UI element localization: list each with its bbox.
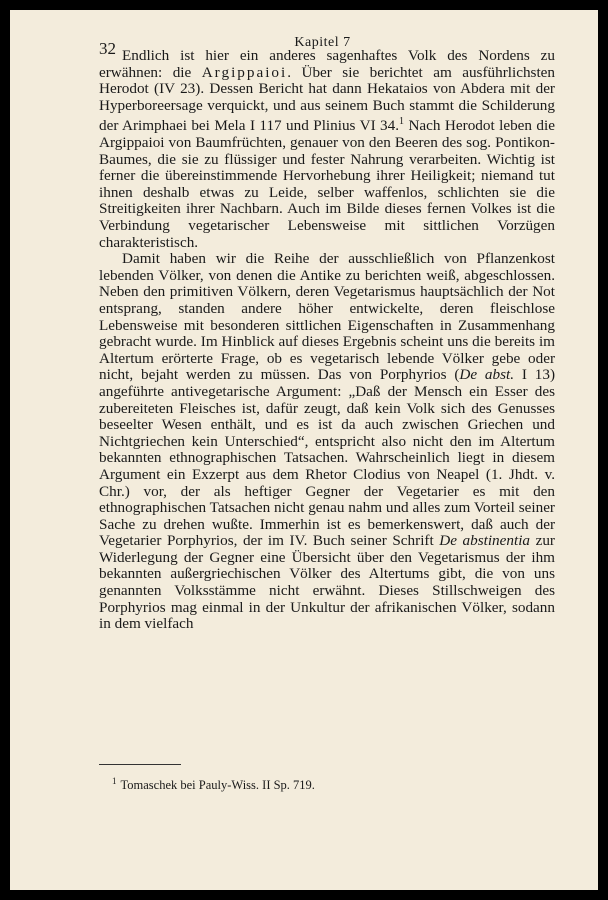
- body-text: [99, 48, 555, 633]
- footnote-mark: 1: [112, 776, 117, 786]
- italic-title: De abstinentia: [439, 532, 531, 550]
- text-run: Endlich ist hier ein anderes sagenhaftes Volk des Nordens zu erwähnen: die: [99, 47, 555, 81]
- page-number: 32: [99, 39, 116, 58]
- text-run: Nach Herodot leben die Argippaioi von Baumfrüchten, genauer von den Beeren des sog. Pontikon-Baumes, die sie zu flüssiger und fester Nahrung verarbeiten. Wichtig ist ferner die übereinstimmende Hervorhebung ihrer Heiligkeit; niemand tut ihnen deshalb etwas zu Leide, selber waffenlos, schlichten sie die Streitigkeiten ihrer Nachbarn. Auch im Bilde dieses fernen Volkes ist die Verbindung vegetarischer Lebensweise mit sittlichen Vorzügen charakteristisch.: [99, 117, 555, 251]
- footnote: [112, 776, 315, 793]
- spaced-name: Argippaioi: [201, 63, 288, 81]
- text-run: . Über sie berichtet am ausführlichsten Herodot (IV 23). Dessen Bericht hat dann Hekataios von Abdera mit der Hyperboreersage verquickt, und aus seinem Buch stammt die Schilderung der Arimphaei bei Mela I 117 und Plinius VI 34.: [99, 63, 555, 135]
- footnote-text: Tomaschek bei Pauly-Wiss. II Sp. 719.: [120, 778, 315, 793]
- paragraph: [99, 48, 555, 251]
- paragraph: [99, 251, 555, 633]
- book-page: [10, 10, 598, 890]
- text-run: I 13) angeführte antivegetarische Argument: „Daß der Mensch ein Esser des zubereiteten Fleisches ist, dafür zeugt, daß kein Volk sich des Genusses beseelter Wesen enthält, und es ist da auch zwischen Griechen und Nichtgriechen kein Unterschied“, entspricht also nicht den im Altertum bekannten ethnographischen Tatsachen. Wahrscheinlich liegt in diesem Argument ein Exzerpt aus dem Rhetor Clodius von Neapel (1. Jhdt. v. Chr.) vor, der als heftiger Gegner der Vegetarier es mit den ethnographischen Tatsachen nicht genau nahm und alles zum Vorteil seiner Sache zu drehen wußte. Immerhin ist es bemerkenswert, daß auch der Vegetarier Porphyrios, der im IV. Buch seiner Schrift: [99, 366, 556, 550]
- italic-title: De abst.: [459, 366, 515, 384]
- footnote-reference: 1: [399, 116, 405, 128]
- running-title: Kapitel 7: [294, 35, 351, 50]
- footnote-divider: [99, 764, 181, 765]
- text-run: zur Widerlegung der Gegner eine Übersicht über den Vegetarismus der ihm bekannten außergriechischen Völker des Altertums gibt, die von uns genannten Volksstämme nicht erwähnt. Dieses Stillschweigen des Porphyrios mag einmal in der Unkultur der afrikanischen Völker, sodann in dem vielfach: [99, 532, 555, 633]
- text-run: Damit haben wir die Reihe der ausschließlich von Pflanzenkost lebenden Völker, von denen die Antike zu berichten weiß, abgeschlossen. Neben den primitiven Völkern, deren Vegetarismus hauptsächlich der Not entsprang, standen andere höher entwickelte, deren fleischlose Lebensweise mit besonderen sittlichen Eigenschaften in Zusammenhang gebracht wurde. Im Hinblick auf dieses Ergebnis scheint uns die bereits im Altertum erörterte Frage, ob es vegetarisch lebende Völker gebe oder nicht, bejaht werden zu müssen. Das von Porphyrios (: [99, 250, 555, 384]
